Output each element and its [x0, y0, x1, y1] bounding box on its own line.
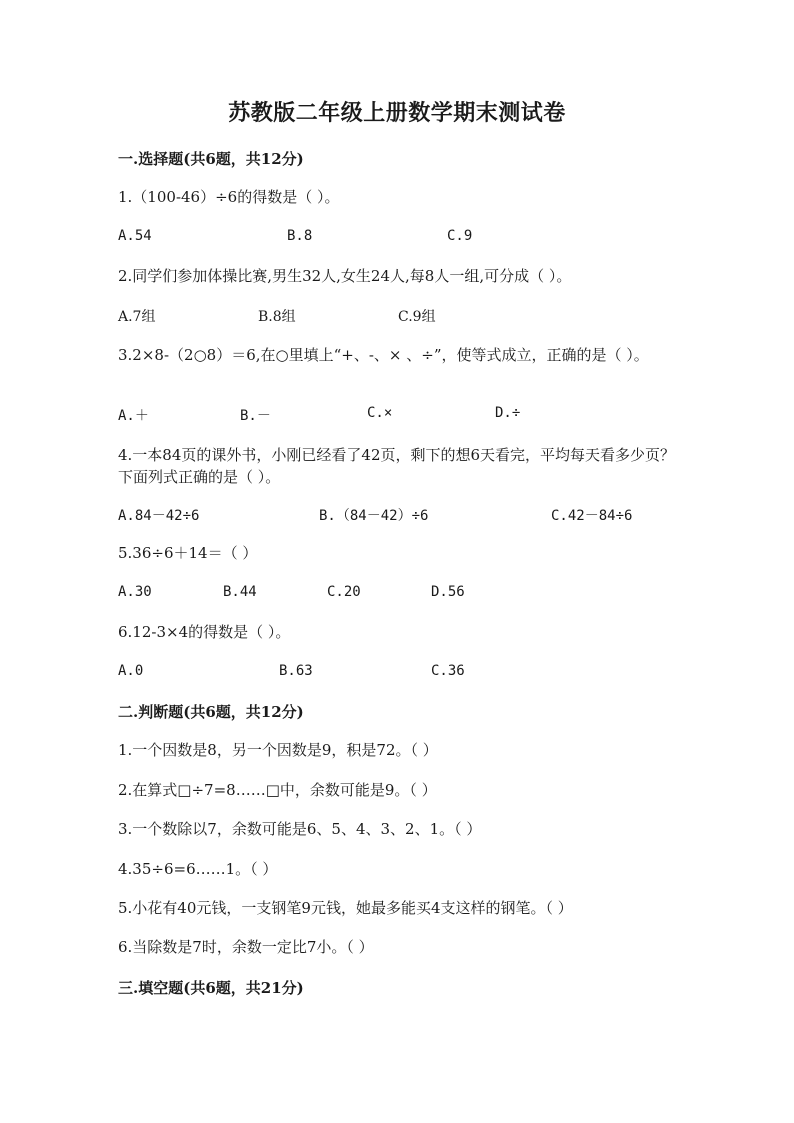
option-a: A.54: [118, 228, 152, 244]
page-title: 苏教版二年级上册数学期末测试卷: [228, 100, 566, 126]
option-c: C.9组: [398, 309, 436, 325]
option-c: C.42－84÷6: [551, 508, 633, 524]
section-heading-choice: 一.选择题(共6题，共12分): [118, 150, 304, 168]
option-b: B.8组: [258, 309, 296, 325]
question-1-6: 6.12-3×4的得数是（ ）。: [118, 623, 291, 641]
option-b: B.8: [287, 228, 313, 244]
option-b: B.63: [279, 663, 313, 679]
question-2-5: 5.小花有40元钱，一支钢笔9元钱，她最多能买4支这样的钢笔。（ ）: [118, 899, 573, 917]
question-2-3: 3.一个数除以7，余数可能是6、5、4、3、2、1。（ ）: [118, 820, 482, 838]
question-1-4: 4.一本84页的课外书，小刚已经看了42页，剩下的想6天看完，平均每天看多少页？下面列式正确的是（ ）。: [118, 446, 676, 486]
question-2-2: 2.在算式□÷7=8……□中，余数可能是9。（ ）: [118, 781, 437, 799]
option-b: B.－: [240, 408, 271, 424]
option-b: B.（84－42）÷6: [319, 508, 429, 524]
option-c: C.×: [367, 405, 393, 421]
section-heading-fill: 三.填空题(共6题，共21分): [118, 979, 304, 997]
option-d: D.56: [431, 584, 465, 600]
question-1-5: 5.36÷6＋14＝（ ）: [118, 544, 258, 562]
question-2-6: 6.当除数是7时，余数一定比7小。（ ）: [118, 938, 374, 956]
option-a: A.7组: [118, 309, 156, 325]
question-2-1: 1.一个因数是8，另一个因数是9，积是72。（ ）: [118, 741, 438, 759]
question-1-3: 3.2×8-（2○8）＝6,在○里填上“+、-、× 、÷”，使等式成立，正确的是（ ）。: [118, 346, 649, 364]
question-2-4: 4.35÷6=6……1。（ ）: [118, 860, 278, 878]
question-1-2: 2.同学们参加体操比赛,男生32人,女生24人,每8人一组,可分成（ ）。: [118, 267, 572, 285]
option-d: D.÷: [495, 405, 521, 421]
option-a: A.＋: [118, 408, 149, 424]
option-c: C.36: [431, 663, 465, 679]
question-1-1: 1.（100-46）÷6的得数是（ ）。: [118, 188, 340, 206]
option-b: B.44: [223, 584, 257, 600]
section-heading-judge: 二.判断题(共6题，共12分): [118, 703, 304, 721]
option-a: A.30: [118, 584, 152, 600]
option-c: C.9: [447, 228, 473, 244]
option-c: C.20: [327, 584, 361, 600]
option-a: A.0: [118, 663, 144, 679]
option-a: A.84－42÷6: [118, 508, 200, 524]
